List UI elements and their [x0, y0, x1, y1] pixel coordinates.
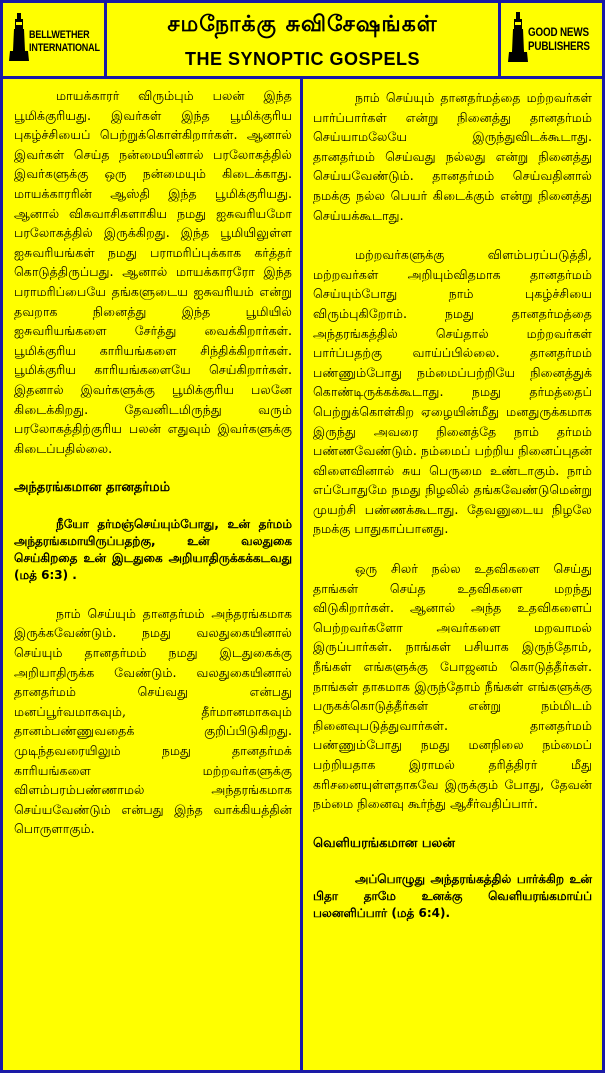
column-divider — [300, 79, 303, 1070]
left-column — [14, 86, 292, 859]
paragraph: மாயக்காரர் விரும்பும் பலன் இந்த பூமிக்குரியது. இவர்கள் இந்த பூமிக்குரிய புகழ்ச்சியைப் பெற்றுக்கொள்கிறார்கள். ஆனால் இவர்கள் செய்த நன்மையினால் பரலோகத்தில் இவர்களுக்கு ஒரு நன்மையும் கிடைக்காது. மாயக்காரரின் ஆஸ்தி இந்த பூமிக்குரியது. ஆனால் விசுவாசிகளாகிய நமது ஐசுவரியமோ பரலோகத்தில் இருக்கிறது. இந்த பூமியிலுள்ள ஐசுவரியங்கள் நமது பராமரிப்புக்காக கர்த்தர் கொடுத்திருப்பது. ஆனால் மாயக்காரரோ இந்த பராமரிப்பையே தங்களுடைய ஐசுவரியம் என்று தவறாக நினைத்து இந்த பூமியில் ஐசுவரியங்களை சேர்த்து வைக்கிறார்கள். பூமிக்குரிய காரியங்களை சிந்திக்கிறார்கள். பூமிக்குரிய காரியங்களையே செய்கிறார்கள். இதனால் இவர்களுக்கு பூமிக்குரிய பலனே கிடைக்கிறது. தேவனிடமிருந்து வரும் பரலோகத்திற்குரிய பலன் எதுவும் இவர்களுக்கு கிடைப்பதில்லை. — [14, 88, 292, 456]
section-heading: வெளியரங்கமான பலன் — [313, 835, 455, 851]
page-header — [3, 3, 602, 79]
tower-icon — [508, 12, 528, 62]
bellwether-logo-text: BELLWETHER INTERNATIONAL — [29, 29, 100, 54]
page-title-english: THE SYNOPTIC GOSPELS — [184, 49, 421, 69]
good-news-logo — [498, 3, 602, 76]
tower-icon — [9, 13, 29, 61]
paragraph: மற்றவர்களுக்கு விளம்பரப்படுத்தி, மற்றவர்கள் அறியும்விதமாக தானதர்மம் செய்யும்போது நாம் புகழ்ச்சியை விரும்புகிறோம். நமது தானதர்மத்தை அந்தரங்கத்தில் செய்தால் மற்றவர்கள் பார்ப்பதற்கு வாய்ப்பில்லை. தானதர்மம் பண்ணும்போது நம்மைப்பற்றியே நினைத்துக் கொண்டிருக்கக்கூடாது. நமது தர்மத்தைப் பெற்றுக்கொள்கிற ஏழையின்மீது மனதுருக்கமாக இருந்து அவரை நினைத்தே நாம் தர்மம் பண்ணவேண்டும். நம்மைப் பற்றிய நினைப்புதன் விளைவினால் சுய பெருமை உண்டாகும். நாம் எப்போதுமே நமது நிழலில் தங்கவேண்டுமென்று முயற்சி பண்ணக்கூடாது. தேவனுடைய நிழலே நமக்கு பாதுகாப்பானது. — [313, 247, 592, 537]
section-heading: அந்தரங்கமான தானதர்மம் — [14, 480, 171, 496]
right-column — [313, 88, 592, 942]
scripture-verse: நீயோ தர்மஞ்செய்யும்போது, உன் தர்மம் அந்தரங்கமாயிருப்பதற்கு, உன் வலதுகை செய்கிறதை உன் இடதுகை அறியாதிருக்கக்கடவது (மத் 6:3) . — [14, 516, 292, 582]
bellwether-logo — [3, 3, 107, 76]
scripture-verse: அப்பொழுது அந்தரங்கத்தில் பார்க்கிற உன் பிதா தாமே உனக்கு வெளியரங்கமாய்ப் பலனளிப்பார் (மத் 6:4). — [313, 872, 592, 921]
paragraph: நாம் செய்யும் தானதர்மம் அந்தரங்கமாக இருக்கவேண்டும். நமது வலதுகையினால் செய்யும் தானதர்மம் நமது இடதுகைக்கு அறியாதிருக்க வேண்டும். வலதுகையினால் தானதர்மம் செய்வது என்பது மனப்பூர்வமாகவும், தீர்மானமாகவும் தானம்பண்ணுவதைக் குறிப்பிடுகிறது. முடிந்தவரையிலும் நமது தானதர்மக் காரியங்களை மற்றவர்களுக்கு விளம்பரம்பண்ணாமல் அந்தரங்கமாக செய்யவேண்டும் என்பது இந்த வாக்கியத்தின் பொருளாகும். — [14, 605, 292, 837]
good-news-logo-text: GOOD NEWS PUBLISHERS — [528, 25, 590, 53]
header-title-block — [107, 3, 498, 76]
page-title-tamil: சமநோக்கு சுவிசேஷங்கள் — [167, 11, 438, 37]
paragraph: ஒரு சிலர் நல்ல உதவிகளை செய்து தாங்கள் செய்த உதவிகளை மறந்து விடுகிறார்கள். ஆனால் அந்த உதவிகளைப் பெற்றவர்களோ அவர்களை மறவாமல் இருப்பார்கள். நாங்கள் பசியாக இருந்தோம், நீங்கள் எங்களுக்கு போஜனம் கொடுத்தீர்கள். நாங்கள் தாகமாக இருந்தோம் நீங்கள் எங்களுக்கு பருகக்கொடுத்தீர்கள் என்று நம்மிடம் நினைவுபடுத்துவார்கள். தானதர்மம் பண்ணும்போது நமது மனநிலை நம்மைப் பற்றியதாக இராமல் தரித்திரர் மீது கரிசனையுள்ளதாகவே இருக்கும் போது, தேவன் நம்மை நினைவு கூர்ந்து ஆசீர்வதிப்பார். — [313, 561, 592, 812]
paragraph: நாம் செய்யும் தானதர்மத்தை மற்றவர்கள் பார்ப்பார்கள் என்று நினைத்து தானதர்மம் செய்யாமலேயே இருந்துவிடக்கூடாது. தானதர்மம் செய்வது நல்லது என்று நினைத்து செய்யவேண்டும். தானதர்மம் செய்வதினால் நமக்கு நல்ல பெயர் கிடைக்கும் என்று நினைத்து செய்யக்கூடாது. — [313, 90, 592, 223]
